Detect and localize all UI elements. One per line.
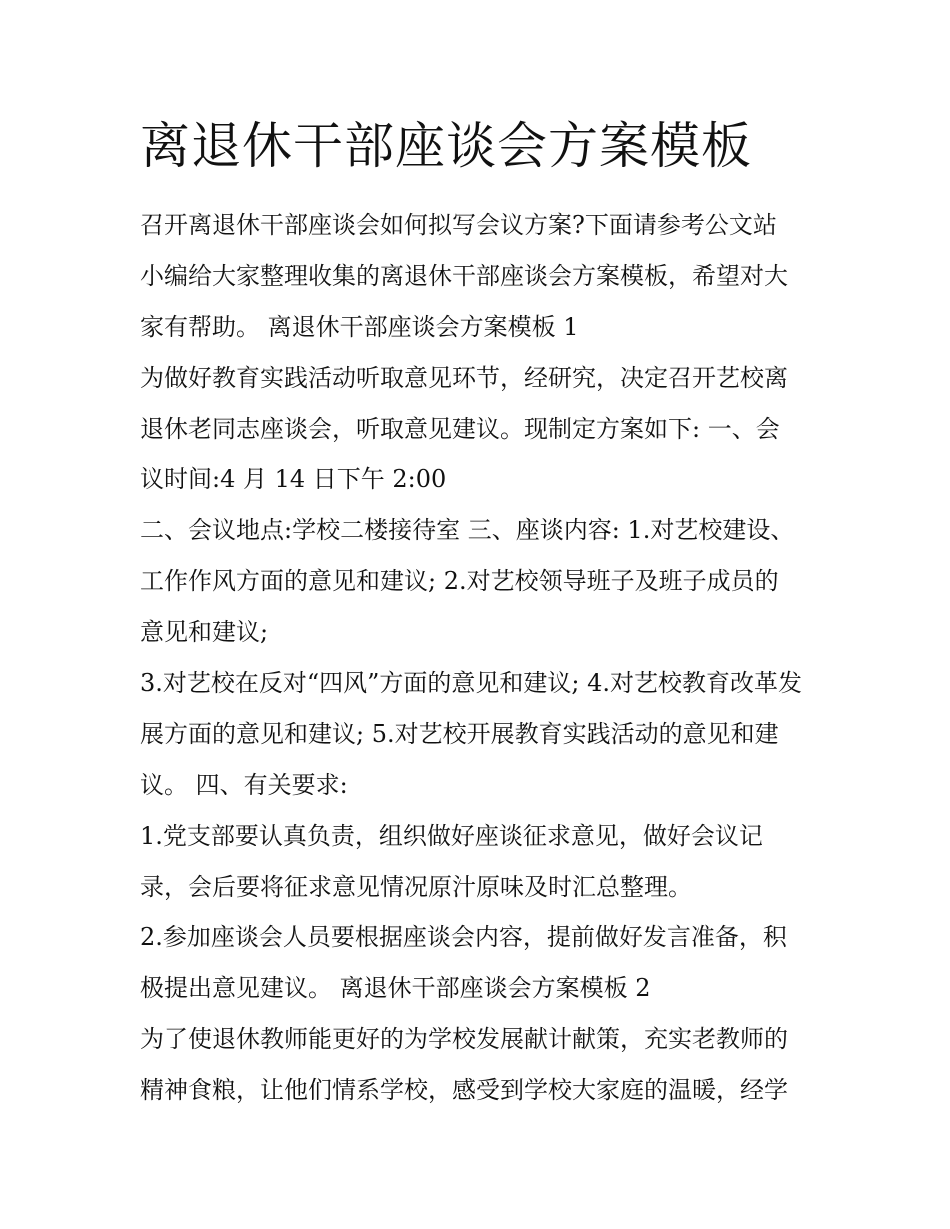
paragraph-requirement-1	[140, 811, 830, 913]
text-line: 意见和建议;	[140, 618, 269, 647]
text-line: 退休老同志座谈会，听取意见建议。现制定方案如下: 一、会	[140, 414, 780, 443]
text-line: 工作作风方面的意见和建议; 2.对艺校领导班子及班子成员的	[140, 567, 779, 596]
text-line: 家有帮助。 离退休干部座谈会方案模板 1	[140, 312, 579, 341]
text-line: 小编给大家整理收集的离退休干部座谈会方案模板，希望对大	[140, 261, 788, 290]
text-line: 议时间:4 月 14 日下午 2:00	[140, 465, 447, 494]
text-line: 召开离退休干部座谈会如何拟写会议方案?下面请参考公文站	[140, 211, 777, 239]
document-title: 离退休干部座谈会方案模板	[140, 117, 752, 175]
text-line: 为做好教育实践活动听取意见环节，经研究，决定召开艺校离	[140, 363, 788, 392]
text-line: 2.参加座谈会人员要根据座谈会内容，提前做好发言准备，积	[140, 923, 787, 952]
text-line: 录，会后要将征求意见情况原汁原味及时汇总整理。	[140, 872, 692, 901]
text-line: 展方面的意见和建议; 5.对艺校开展教育实践活动的意见和建	[140, 719, 779, 748]
paragraph-location-content	[140, 505, 830, 658]
paragraph-intro	[140, 200, 830, 353]
text-line: 极提出意见建议。 离退休干部座谈会方案模板 2	[140, 974, 651, 1003]
text-line: 精神食粮，让他们情系学校，感受到学校大家庭的温暖，经学	[140, 1076, 788, 1105]
text-line: 1.党支部要认真负责，组织做好座谈征求意见，做好会议记	[140, 821, 763, 850]
document-body	[140, 200, 830, 1116]
text-line: 为了使退休教师能更好的为学校发展献计献策，充实老教师的	[140, 1025, 788, 1054]
paragraph-plan-intro	[140, 353, 830, 506]
paragraph-requirement-2	[140, 912, 830, 1014]
text-line: 议。 四、有关要求:	[140, 770, 348, 799]
text-line: 3.对艺校在反对“四风”方面的意见和建议; 4.对艺校教育改革发	[140, 669, 803, 698]
text-line: 二、会议地点:学校二楼接待室 三、座谈内容: 1.对艺校建设、	[140, 516, 795, 545]
paragraph-content-continued	[140, 658, 830, 811]
paragraph-template-2	[140, 1014, 830, 1116]
